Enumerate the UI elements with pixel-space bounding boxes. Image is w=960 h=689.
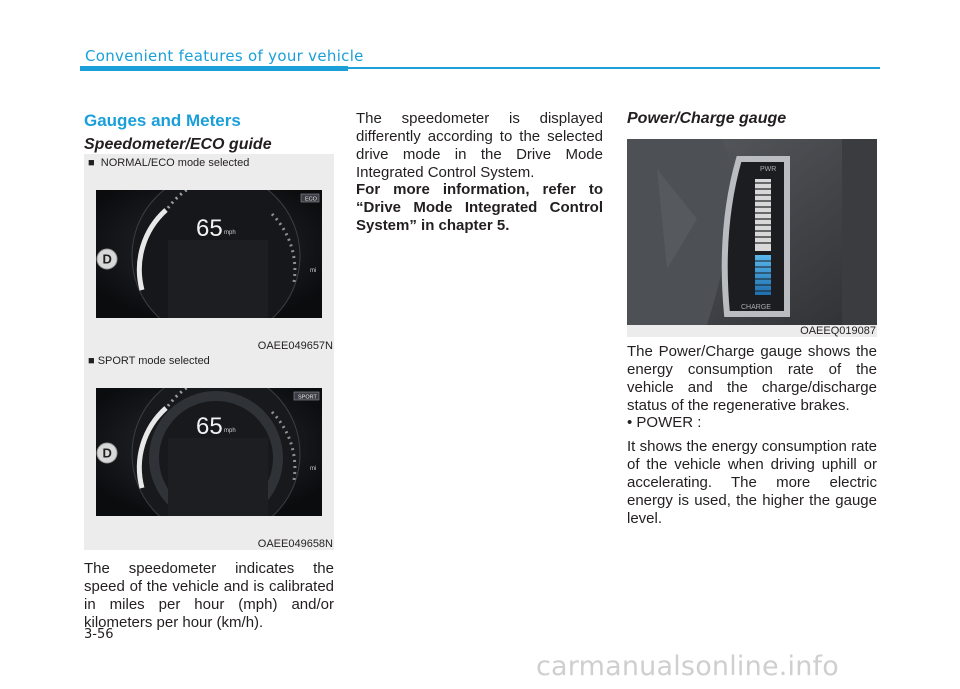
subsection-title-speedometer: Speedometer/ECO guide xyxy=(84,136,272,153)
speed-unit: mph xyxy=(224,428,236,434)
speed-unit: mph xyxy=(224,230,236,236)
subsection-title-power-charge: Power/Charge gauge xyxy=(627,110,787,127)
header-rule xyxy=(348,67,880,69)
svg-text:D: D xyxy=(102,251,112,267)
power-charge-description: The Power/Charge gauge shows the energy consumption rate of the vehicle and the charge/discharge status of the regenerative brakes. xyxy=(627,343,877,414)
figure-sport xyxy=(84,352,334,550)
range-unit: mi xyxy=(310,268,317,274)
power-charge-illustration xyxy=(627,139,877,325)
power-explanation: It shows the energy consumption rate of the vehicle when driving uphill or accelerating. The more electric energy is used, the higher the gauge level. xyxy=(627,438,877,527)
watermark: carmanualsonline.info xyxy=(536,651,839,682)
range-unit: mi xyxy=(310,466,317,472)
figure-caption-normal-eco: ■ NORMAL/ECO mode selected xyxy=(88,157,250,169)
figure-code-power-charge: OAEEQ019087 xyxy=(800,325,876,337)
running-header: Convenient features of your vehicle xyxy=(85,47,364,65)
speedometer-description: The speedometer indicates the speed of the vehicle and is calibrated in miles per hour (mph) and/or kilometers per hour (km/h). xyxy=(84,560,334,631)
gauge-label-pwr: PWR xyxy=(760,166,777,173)
figure-caption-sport: ■ SPORT mode selected xyxy=(88,355,210,367)
figure-power-charge-gauge xyxy=(627,139,877,337)
mode-badge: SPORT xyxy=(298,394,317,401)
gauge-label-charge: CHARGE xyxy=(741,304,771,311)
cluster-display-sport xyxy=(96,388,322,516)
figure-code-sport: OAEE049658N xyxy=(257,538,333,550)
reference-note: For more information, refer to “Drive Mode Integrated Control System” in chapter 5. xyxy=(356,181,603,234)
figure-code-normal: OAEE049657N xyxy=(257,340,333,352)
bullet-power: • POWER : xyxy=(627,414,702,431)
speed-readout: 65 xyxy=(196,413,223,440)
speedometer-mode-paragraph: The speedometer is displayed differently according to the selected drive mode in the Drive Mode Integrated Control System. xyxy=(356,110,603,181)
gauge-bar-levels xyxy=(755,179,771,295)
figure-normal-eco xyxy=(84,154,334,352)
cluster-display-normal xyxy=(96,190,322,318)
gear-indicator xyxy=(96,248,118,270)
speed-readout: 65 xyxy=(196,215,223,242)
gear-indicator xyxy=(96,442,118,464)
page-number: 3-56 xyxy=(84,627,114,642)
svg-text:D: D xyxy=(102,445,112,461)
header-accent-bar xyxy=(80,66,348,71)
section-title: Gauges and Meters xyxy=(84,111,241,130)
mode-badge: ECO xyxy=(305,196,317,203)
